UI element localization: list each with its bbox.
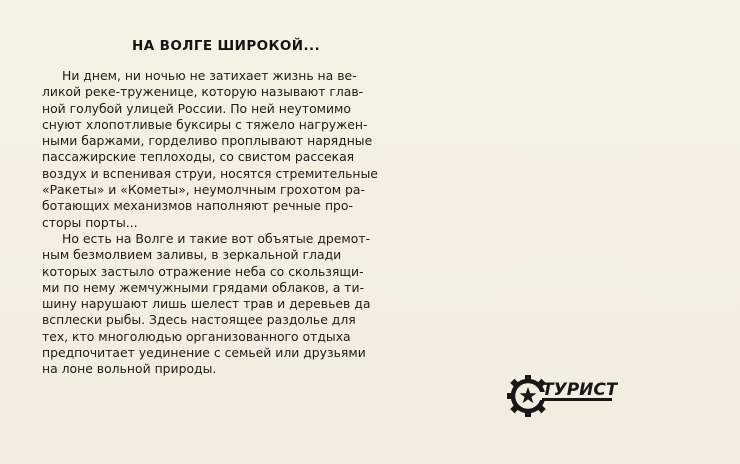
- text-line: которых застыло отражение неба со скользящи-: [42, 263, 364, 279]
- text-line: Ни днем, ни ночью не затихает жизнь на ве-: [62, 68, 357, 83]
- text-line: на лоне вольной природы.: [42, 361, 217, 377]
- text-line: предпочитает уединение с семьей или друзьями: [42, 345, 366, 361]
- text-line: ботающих механизмов наполняют речные про-: [42, 198, 353, 214]
- turist-logo: [506, 370, 618, 422]
- text-line: воздух и вспенивая струи, носятся стремительные: [42, 165, 378, 181]
- text-line: ликой реке-труженице, которую называют глав-: [42, 84, 364, 100]
- text-line: сторы порты...: [42, 214, 138, 230]
- text-line: ным безмолвием заливы, в зеркальной глади: [42, 247, 342, 263]
- body-text: [42, 68, 426, 378]
- text-line: ми по нему жемчужными грядами облаков, а ти-: [42, 279, 365, 295]
- text-line: шину нарушают лишь шелест трав и деревьев да: [42, 296, 371, 312]
- text-line: ной голубой улицей России. По ней неутомимо: [42, 100, 351, 116]
- text-line: всплески рыбы. Здесь настоящее раздолье для: [42, 312, 356, 328]
- text-line: «Ракеты» и «Кометы», неумолчным грохотом ра-: [42, 182, 365, 198]
- text-line: ными баржами, горделиво проплывают нарядные: [42, 133, 373, 149]
- text-line: тех, кто многолюдью организованного отдыха: [42, 328, 351, 344]
- page-title: НА ВОЛГЕ ШИРОКОЙ...: [132, 38, 321, 54]
- logo-text: ТУРИСТ: [542, 380, 618, 400]
- text-line: Но есть на Волге и такие вот объятые дремот-: [62, 230, 371, 246]
- text-line: снуют хлопотливые буксиры с тяжело нагружен-: [42, 116, 368, 132]
- text-line: пассажирские теплоходы, со свистом рассекая: [42, 149, 355, 165]
